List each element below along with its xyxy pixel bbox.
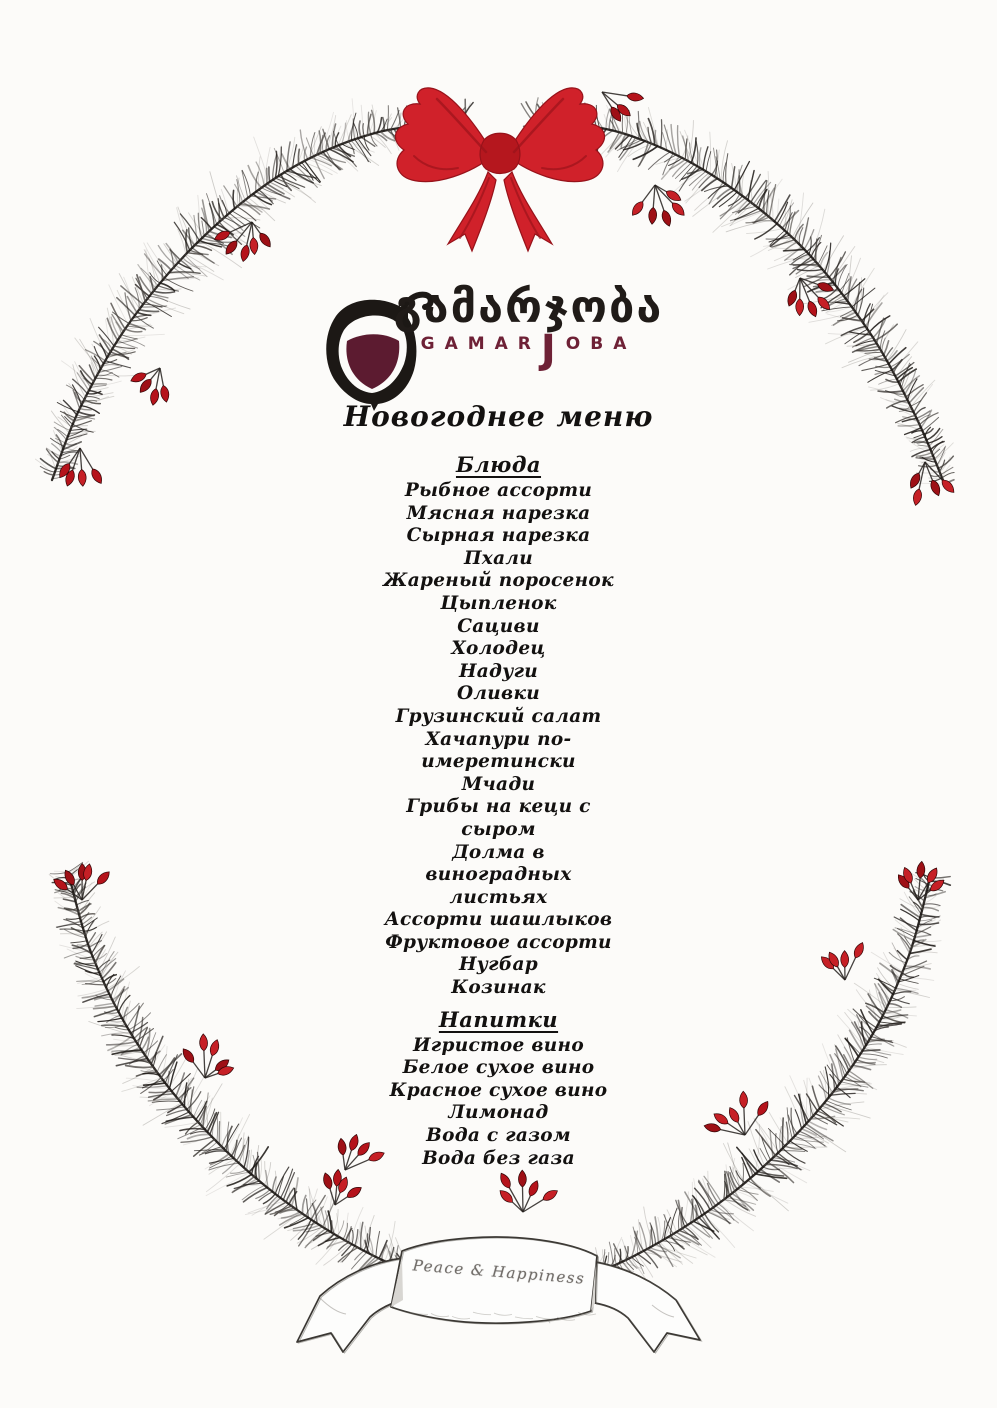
pomegranate-icon (326, 295, 431, 411)
menu-item: Лимонад (448, 1102, 549, 1124)
menu-item: Оливки (456, 683, 541, 705)
section-heading-drinks: Напитки (438, 1006, 559, 1032)
menu-item: Мясная нарезка (406, 502, 591, 524)
menu-item: Вода без газа (422, 1147, 575, 1169)
menu-item: Нугбар (458, 954, 539, 976)
pine-branches (35, 94, 954, 1323)
menu-item: Белое сухое вино (402, 1057, 595, 1079)
menu-item: Рыбное ассорти (404, 480, 593, 501)
menu-item: Козинак (451, 977, 546, 999)
menu-item: Фруктовое ассорти (385, 931, 612, 953)
menu-item: Надуги (458, 660, 539, 682)
logo-latin-j: J (540, 327, 566, 373)
logo-latin: GAMARJOBA (420, 327, 637, 373)
menu-item: Мчади (461, 773, 536, 795)
menu-item: Пхали (464, 547, 533, 569)
menu-item: Вода с газом (426, 1125, 571, 1147)
menu-item: Красное сухое вино (389, 1079, 608, 1101)
section-heading-dishes: Блюда (455, 452, 542, 477)
menu-item: Игристое вино (412, 1034, 584, 1056)
menu-item: Грибы на кеци с сыром (406, 796, 591, 840)
menu-item: Грузинский салат (395, 705, 602, 727)
menu-item: Сырная нарезка (406, 525, 591, 547)
menu-item: Сациви (457, 615, 540, 637)
menu-item: Ассорти шашлыков (384, 909, 613, 931)
menu-item: Хачапури по-имеретински (421, 728, 576, 773)
red-bow-icon (395, 88, 604, 251)
menu-item: Жареный поросенок (383, 570, 614, 592)
menu-item: Долма в виноградных листьях (425, 841, 572, 908)
page-title: Новогоднее меню (343, 400, 654, 433)
berry-clusters (51, 92, 956, 1212)
menu-item: Холодец (451, 638, 546, 660)
logo-georgian: გამარჯობა (393, 280, 664, 333)
menu-item: Цыпленок (440, 592, 557, 614)
ribbon-banner (297, 1237, 702, 1353)
banner-text: Peace & Happiness (411, 1256, 586, 1288)
